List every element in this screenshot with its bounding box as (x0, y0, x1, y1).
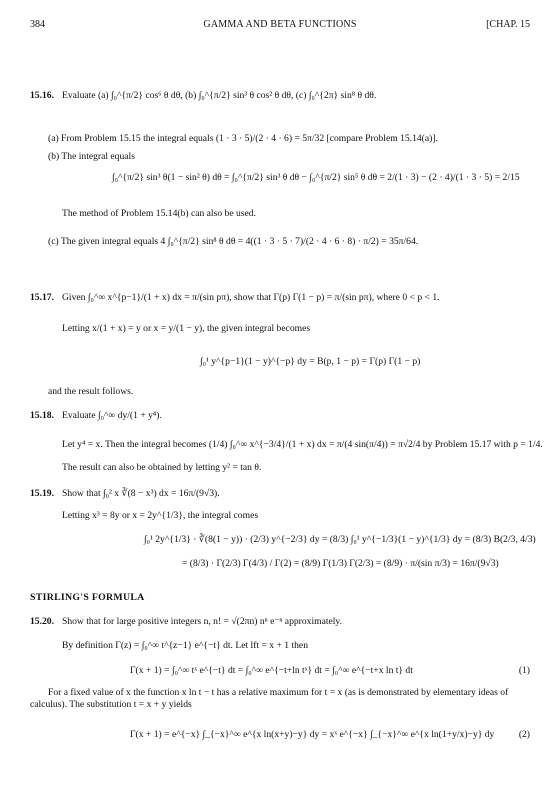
problem-15-19-statement: Show that ∫₀² x ∛(8 − x³) dx = 16π/(9√3). (62, 488, 220, 499)
page-number: 384 (30, 19, 45, 30)
page-header (30, 19, 530, 33)
problem-15-19-equation-1: ∫₀¹ 2y^{1/3} · ∛(8(1 − y)) · (2/3) y^{−2/3} dy = (8/3) ∫₀¹ y^{−1/3}(1 − y)^{1/3} dy = (8/3) B(2/3, 4/3) (144, 534, 536, 545)
problem-15-16-statement: Evaluate (a) ∫₀^{π/2} cos⁶ θ dθ, (b) ∫₀^{π/2} sin³ θ cos² θ dθ, (c) ∫₀^{2π} sin⁸ θ dθ. (62, 90, 377, 101)
problem-15-20-equation-1: Γ(x + 1) = ∫₀^∞ tˣ e^{−t} dt = ∫₀^∞ e^{−t+ln tˣ} dt = ∫₀^∞ e^{−t+x ln t} dt (130, 665, 413, 676)
problem-15-20-paragraph: For a fixed value of x the function x ln t − t has a relative maximum for t = x (as is demonstrated by elementary ideas of calculus). The substitution t = x + y yields (30, 687, 509, 710)
equation-number-2: (2) (518, 729, 530, 740)
problem-15-20-equation-2: Γ(x + 1) = e^{−x} ∫_{−x}^∞ e^{x ln(x+y)−y} dy = xˣ e^{−x} ∫_{−x}^∞ e^{x ln(1+y/x)−y} dy (130, 729, 495, 740)
equation-number-1: (1) (518, 665, 530, 676)
problem-15-16-part-c: (c) The given integral equals 4 ∫₀^{π/2} sin⁸ θ dθ = 4((1 · 3 · 5 · 7)/(2 · 4 · 6 · 8) · π/2) = 35π/64. (48, 236, 419, 247)
problem-15-16-part-b-equation: ∫₀^{π/2} sin³ θ(1 − sin² θ) dθ = ∫₀^{π/2} sin³ θ dθ − ∫₀^{π/2} sin⁵ θ dθ = 2/(1 · 3) − (2 · 4)/(1 · 3 · 5) = 2/15 (112, 172, 520, 183)
chapter-label: [CHAP. 15 (486, 19, 530, 30)
problem-15-18-statement: Evaluate ∫₀^∞ dy/(1 + y⁴). (62, 410, 162, 421)
problem-15-18-line-1: Let y⁴ = x. Then the integral becomes (1/4) ∫₀^∞ x^{−3/4}/(1 + x) dx = π/(4 sin(π/4)) = π√2/4 by Problem 15.17 with p = 1/4. (62, 439, 543, 450)
problem-15-17-statement: Given ∫₀^∞ x^{p−1}/(1 + x) dx = π/(sin pπ), show that Γ(p) Γ(1 − p) = π/(sin pπ), where 0 < p < 1. (62, 292, 440, 303)
problem-15-16-part-b-note: The method of Problem 15.14(b) can also be used. (62, 208, 256, 219)
problem-15-17-line-1: Letting x/(1 + x) = y or x = y/(1 − y), the given integral becomes (62, 323, 311, 334)
problem-15-16-part-a: (a) From Problem 15.15 the integral equals (1 · 3 · 5)/(2 · 4 · 6) = 5π/32 [compare Problem 15.14(a)]. (48, 133, 438, 144)
problem-15-16-number: 15.16. (30, 90, 54, 101)
problem-15-20-line-1: By definition Γ(z) = ∫₀^∞ t^{z−1} e^{−t} dt. Let lft = x + 1 then (62, 640, 308, 651)
problem-15-18-number: 15.18. (30, 410, 54, 421)
section-heading: STIRLING'S FORMULA (30, 592, 145, 603)
problem-15-18-line-2: The result can also be obtained by letting y² = tan θ. (62, 462, 262, 473)
problem-15-17-number: 15.17. (30, 292, 54, 303)
problem-15-17-equation: ∫₀¹ y^{p−1}(1 − y)^{−p} dy = B(p, 1 − p) = Γ(p) Γ(1 − p) (200, 356, 421, 367)
problem-15-17-conclusion: and the result follows. (48, 386, 134, 397)
running-title: GAMMA AND BETA FUNCTIONS (203, 19, 357, 30)
problem-15-19-equation-2: = (8/3) · Γ(2/3) Γ(4/3) / Γ(2) = (8/9) Γ(1/3) Γ(2/3) = (8/9) · π/(sin π/3) = 16π/(9√3) (182, 558, 499, 569)
problem-15-19-number: 15.19. (30, 488, 54, 499)
problem-15-20-statement: Show that for large positive integers n, n! = √(2πn) nⁿ e⁻ⁿ approximately. (62, 616, 342, 627)
problem-15-20-number: 15.20. (30, 616, 54, 627)
problem-15-19-line-1: Letting x³ = 8y or x = 2y^{1/3}, the integral comes (62, 510, 259, 521)
problem-15-16-part-b: (b) The integral equals (48, 151, 135, 162)
